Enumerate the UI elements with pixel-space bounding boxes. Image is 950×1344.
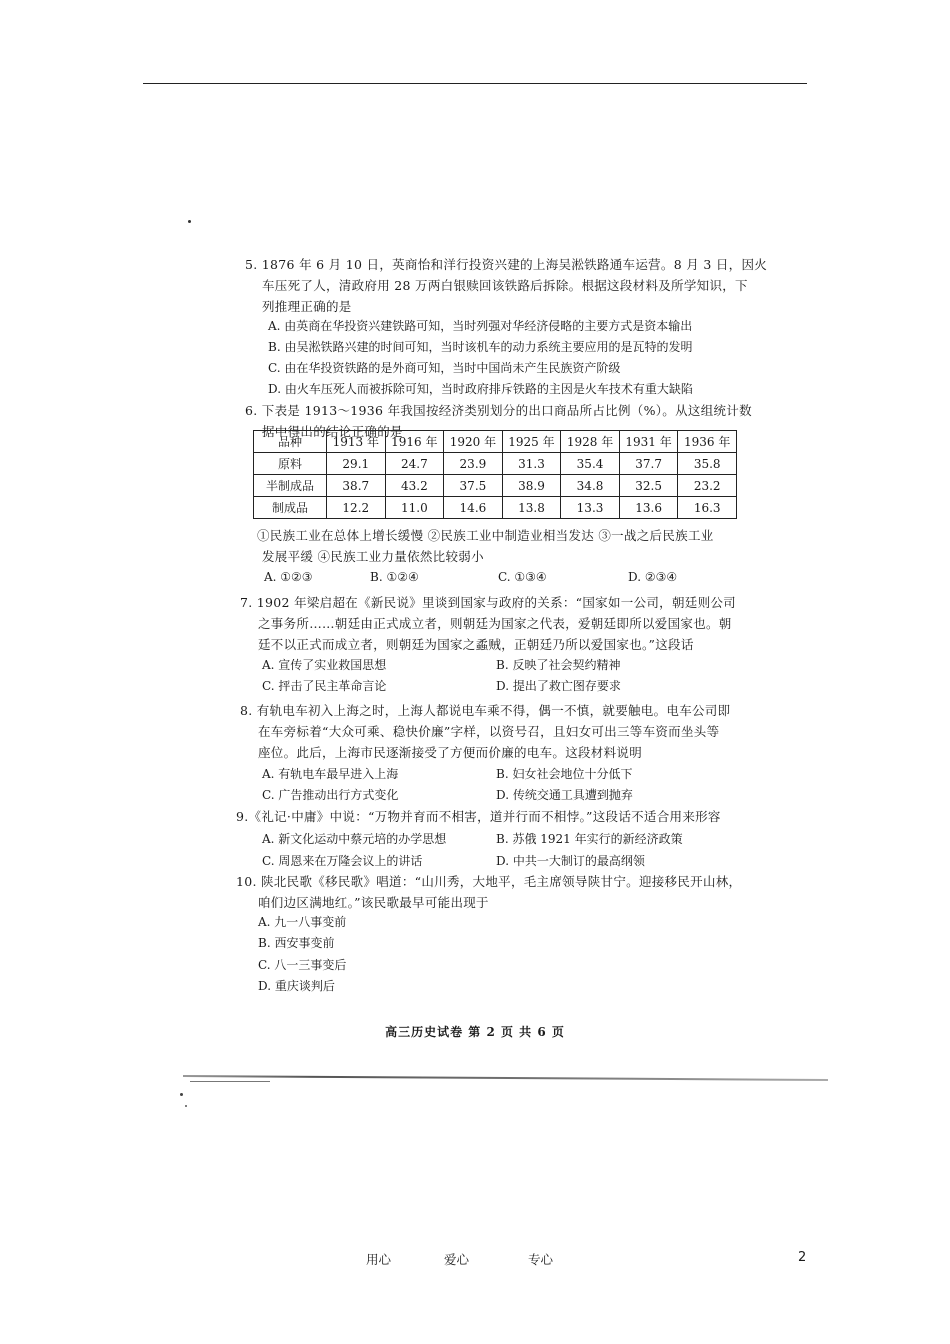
q8-option-b: B. 妇女社会地位十分低下: [496, 767, 633, 781]
table-cell: 16.3: [678, 497, 737, 519]
table-row: [254, 475, 737, 497]
q7-option-b: B. 反映了社会契约精神: [496, 658, 621, 672]
q10-option-a: A. 九一八事变前: [258, 915, 347, 929]
table-cell: 32.5: [619, 475, 678, 497]
q7-option-c: C. 抨击了民主革命言论: [262, 679, 387, 693]
q7-line-1: 7. 1902 年梁启超在《新民说》里谈到国家与政府的关系：“国家如一公司，朝廷则公司: [240, 595, 736, 610]
q8-option-c: C. 广告推动出行方式变化: [262, 788, 399, 802]
table-header-cell: 1920 年: [444, 431, 503, 453]
q9-line-1: 9.《礼记·中庸》中说：“万物并育而不相害，道并行而不相悖。”这段话不适合用来形容: [236, 809, 721, 824]
table-header-cell: 1916 年: [385, 431, 444, 453]
table-cell: 13.8: [502, 497, 561, 519]
q6-statements-line-1: ①民族工业在总体上增长缓慢 ②民族工业中制造业相当发达 ③一战之后民族工业: [257, 528, 714, 543]
table-header-cell: 1925 年: [502, 431, 561, 453]
table-cell: 13.3: [561, 497, 620, 519]
q6-statements-line-2: 发展平缓 ④民族工业力量依然比较弱小: [262, 549, 484, 564]
q10-line-1: 10. 陕北民歌《移民歌》唱道：“山川秀，大地平，毛主席领导陕甘宁。迎接移民开山林，: [236, 874, 742, 889]
q9-option-d: D. 中共一大制订的最高纲领: [496, 854, 645, 868]
table-cell: 38.7: [327, 475, 386, 497]
table-header-cell: 1913 年: [327, 431, 386, 453]
q6-line-2: 据中得出的结论正确的是: [262, 424, 403, 439]
q6-line-1: 6. 下表是 1913～1936 年我国按经济类别划分的出口商品所占比例（%）。从这组统计数: [245, 403, 752, 418]
page-number: 2: [798, 1250, 807, 1265]
q7-line-2: 之事务所……朝廷由正式成立者，则朝廷为国家之代表，爱朝廷即所以爱国家也。朝: [258, 616, 732, 631]
table-header-cell: 1936 年: [678, 431, 737, 453]
q10-option-d: D. 重庆谈判后: [258, 979, 335, 993]
q5-option-d: D. 由火车压死人而被拆除可知，当时政府排斥铁路的主因是火车技术有重大缺陷: [268, 382, 693, 396]
table-cell: 35.8: [678, 453, 737, 475]
table-cell: 31.3: [502, 453, 561, 475]
q7-option-d: D. 提出了救亡图存要求: [496, 679, 621, 693]
table-cell: 38.9: [502, 475, 561, 497]
table-cell: 制成品: [254, 497, 327, 519]
scan-edge-line: [183, 1075, 828, 1081]
scan-speck: [185, 1105, 187, 1107]
table-header-cell: 品种: [254, 431, 327, 453]
q9-option-c: C. 周恩来在万隆会议上的讲话: [262, 854, 423, 868]
q10-option-c: C. 八一三事变后: [258, 958, 347, 972]
q8-option-d: D. 传统交通工具遭到抛弃: [496, 788, 633, 802]
table-cell: 14.6: [444, 497, 503, 519]
q7-option-a: A. 宣传了实业救国思想: [262, 658, 387, 672]
q7-line-3: 廷不以正式而成立者，则朝廷为国家之蟊贼，正朝廷乃所以爱国家也。”这段话: [258, 637, 694, 652]
table-cell: 12.2: [327, 497, 386, 519]
table-cell: 34.8: [561, 475, 620, 497]
q5-option-a: A. 由英商在华投资兴建铁路可知，当时列强对华经济侵略的主要方式是资本输出: [268, 319, 693, 333]
table-cell: 37.5: [444, 475, 503, 497]
q10-line-2: 咱们边区满地红。”该民歌最早可能出现于: [258, 895, 489, 910]
q5-line-1: 5. 1876 年 6 月 10 日，英商怡和洋行投资兴建的上海吴淞铁路通车运营。8 月 3 日，因火: [245, 257, 768, 272]
footer-word: 爱心: [444, 1252, 470, 1267]
table-row: [254, 497, 737, 519]
q8-line-1: 8. 有轨电车初入上海之时，上海人都说电车乘不得，偶一不慎，就要触电。电车公司即: [240, 703, 731, 718]
table-row: [254, 453, 737, 475]
table-cell: 35.4: [561, 453, 620, 475]
q5-line-3: 列推理正确的是: [262, 299, 352, 314]
q6-option-d: D. ②③④: [628, 570, 678, 584]
table-header-cell: 1928 年: [561, 431, 620, 453]
scan-speck: [180, 1093, 183, 1096]
q10-option-b: B. 西安事变前: [258, 936, 335, 950]
table-cell: 43.2: [385, 475, 444, 497]
top-rule: [143, 83, 807, 84]
table-cell: 半制成品: [254, 475, 327, 497]
q8-option-a: A. 有轨电车最早进入上海: [262, 767, 399, 781]
export-ratio-table: [253, 430, 737, 519]
table-cell: 24.7: [385, 453, 444, 475]
table-header-row: [254, 431, 737, 453]
scan-speck: [188, 220, 191, 223]
q6-option-a: A. ①②③: [264, 570, 313, 584]
table-cell: 13.6: [619, 497, 678, 519]
table-cell: 原料: [254, 453, 327, 475]
q8-line-2: 在车旁标着“大众可乘、稳快价廉”字样，以资号召，且妇女可出三等车资而坐头等: [258, 724, 720, 739]
table-cell: 23.2: [678, 475, 737, 497]
q6-option-b: B. ①②④: [370, 570, 419, 584]
table-header-cell: 1931 年: [619, 431, 678, 453]
table-cell: 23.9: [444, 453, 503, 475]
q6-option-c: C. ①③④: [498, 570, 547, 584]
table-cell: 29.1: [327, 453, 386, 475]
table-cell: 11.0: [385, 497, 444, 519]
footer-word: 用心: [366, 1252, 392, 1267]
q5-line-2: 车压死了人，清政府用 28 万两白银赎回该铁路后拆除。根据这段材料及所学知识，下: [262, 278, 748, 293]
q5-option-b: B. 由吴淞铁路兴建的时间可知，当时该机车的动力系统主要应用的是瓦特的发明: [268, 340, 693, 354]
q9-option-b: B. 苏俄 1921 年实行的新经济政策: [496, 832, 683, 846]
exam-footer-title: 高三历史试卷 第 2 页 共 6 页: [385, 1025, 565, 1039]
table-cell: 37.7: [619, 453, 678, 475]
scan-edge-line: [190, 1081, 270, 1082]
q5-option-c: C. 由在华投资铁路的是外商可知，当时中国尚未产生民族资产阶级: [268, 361, 621, 375]
footer-word: 专心: [528, 1252, 554, 1267]
q9-option-a: A. 新文化运动中蔡元培的办学思想: [262, 832, 447, 846]
q8-line-3: 座位。此后，上海市民逐渐接受了方便而价廉的电车。这段材料说明: [258, 745, 643, 760]
